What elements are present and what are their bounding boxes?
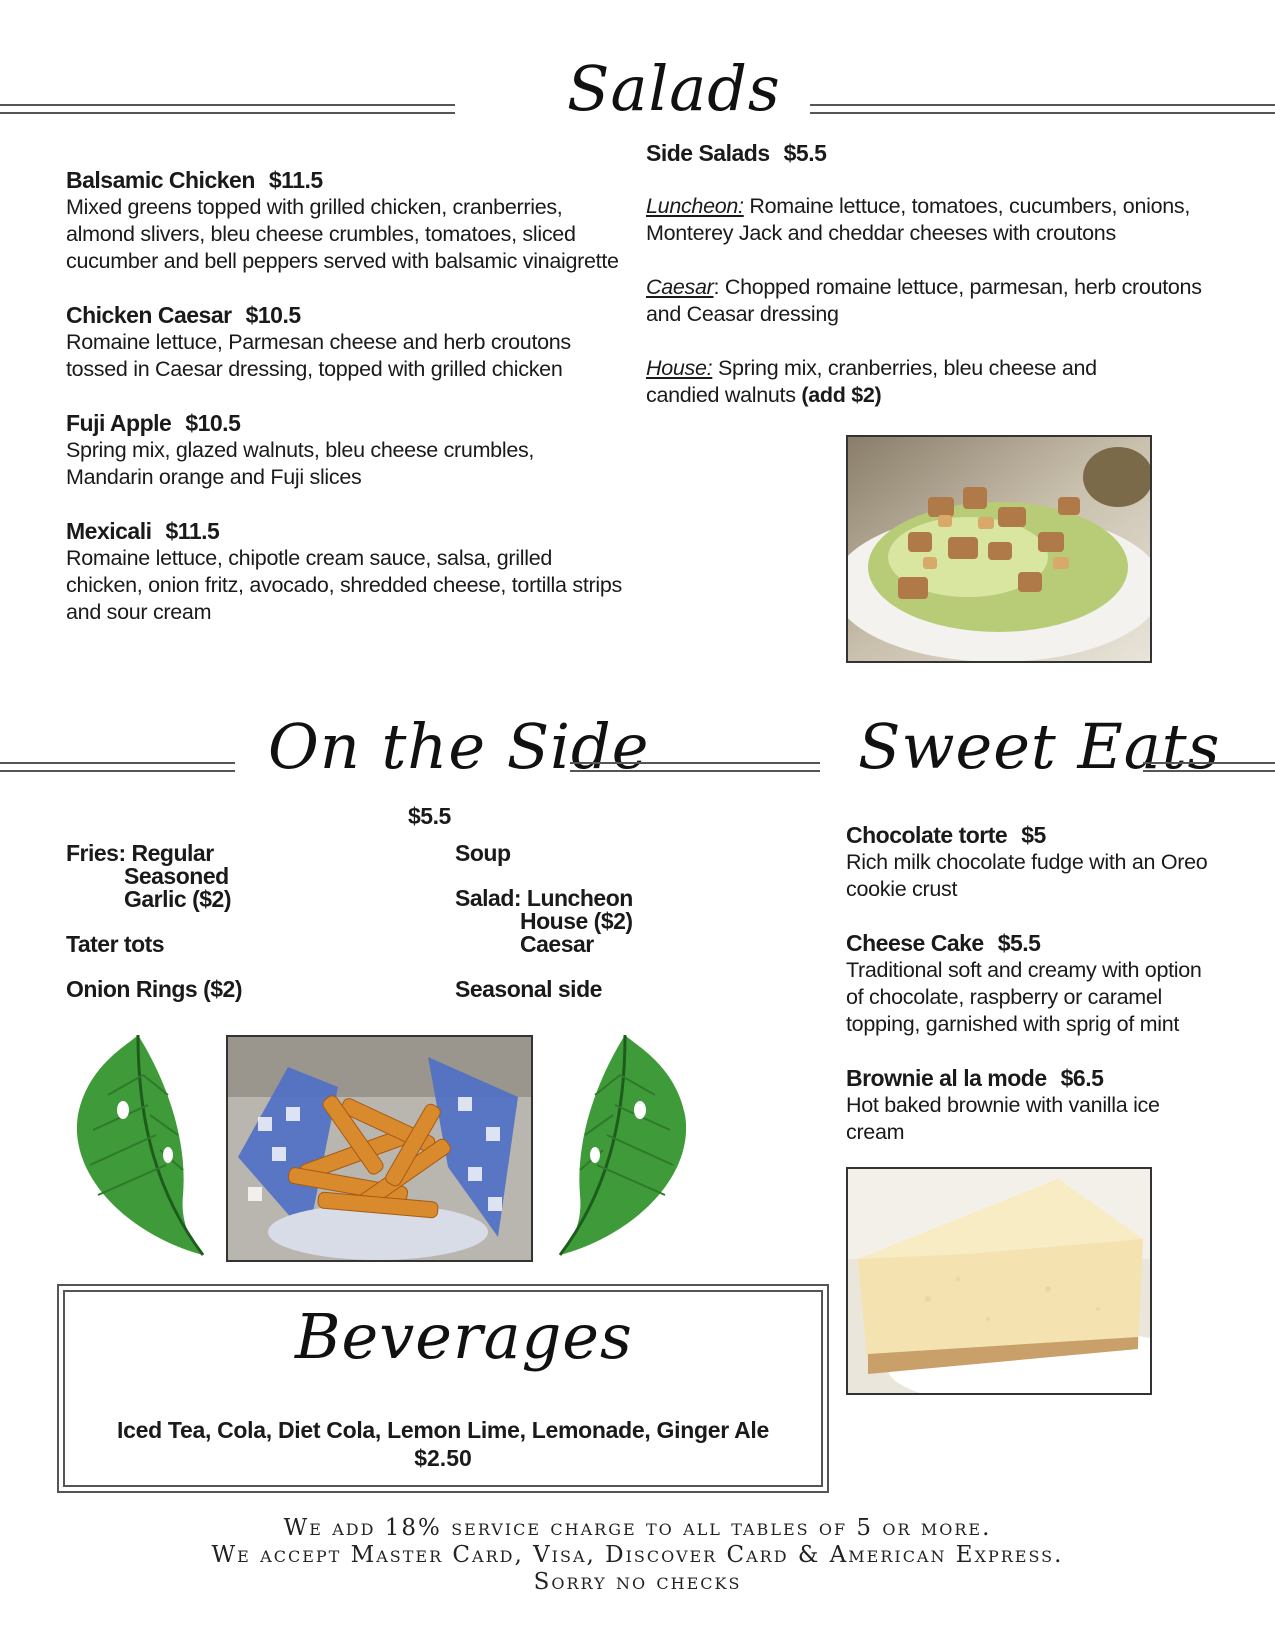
salad-item-mexicali — [66, 518, 626, 626]
side-rule-right — [570, 762, 820, 772]
side-salad-label: House: — [646, 356, 713, 380]
salad-name: Mexicali — [66, 518, 152, 544]
side-line: Salad: Luncheon — [455, 885, 633, 911]
side-item-salad — [455, 887, 633, 956]
sweet-eats-heading: Sweet Eats — [858, 710, 1221, 783]
fries-photo — [226, 1035, 533, 1262]
dessert-desc: Rich milk chocolate fudge with an Oreo cookie crust — [846, 850, 1208, 901]
side-line: Fries: Regular — [66, 840, 214, 866]
dessert-item-chocolate-torte — [846, 822, 1226, 903]
dessert-name: Cheese Cake — [846, 930, 984, 956]
salad-desc: Spring mix, glazed walnuts, bleu cheese crumbles, Mandarin orange and Fuji slices — [66, 438, 535, 489]
side-line: Caesar — [520, 931, 594, 957]
salad-desc: Romaine lettuce, chipotle cream sauce, salsa, grilled chicken, onion fritz, avocado, shredded cheese, tortilla strips and sour cream — [66, 546, 622, 624]
beverages-price: $2.50 — [414, 1445, 472, 1471]
side-salad-desc: Romaine lettuce, tomatoes, cucumbers, onions, Monterey Jack and cheddar cheeses with croutons — [646, 194, 1191, 245]
side-salads-name: Side Salads — [646, 140, 770, 166]
footer-line-no-checks: Sorry no checks — [533, 1569, 742, 1595]
side-salad-label: Luncheon: — [646, 194, 744, 218]
dessert-price: $6.5 — [1060, 1065, 1104, 1091]
footer-line-cards: We accept Master Card, Visa, Discover Card & American Express. — [211, 1542, 1064, 1568]
side-salads — [646, 140, 1206, 409]
dessert-item-brownie — [846, 1065, 1176, 1146]
on-the-side-price: $5.5 — [408, 803, 451, 829]
side-salad-house — [646, 355, 1166, 409]
side-salad-desc: : Chopped romaine lettuce, parmesan, herb croutons and Ceasar dressing — [646, 275, 1202, 326]
dessert-name: Brownie al la mode — [846, 1065, 1047, 1091]
salad-item-chicken-caesar — [66, 302, 586, 383]
salad-price: $11.5 — [268, 167, 323, 193]
salad-price: $11.5 — [165, 518, 220, 544]
side-item-fries — [66, 842, 242, 911]
side-right-col — [455, 842, 633, 1001]
salad-price: $10.5 — [185, 410, 241, 436]
salad-name: Chicken Caesar — [66, 302, 232, 328]
side-salad-label: Caesar — [646, 275, 714, 299]
salads-heading: Salads — [567, 52, 781, 125]
salad-photo — [846, 435, 1152, 663]
leaf-right-icon — [550, 1035, 695, 1260]
side-item-seasonal: Seasonal side — [455, 976, 602, 1002]
leaf-left-icon — [68, 1035, 213, 1260]
dessert-price: $5.5 — [997, 930, 1041, 956]
sweet-rule-right — [1143, 762, 1275, 772]
beverages-list: Iced Tea, Cola, Diet Cola, Lemon Lime, Lemonade, Ginger Ale — [117, 1417, 769, 1443]
side-rule-left — [0, 762, 235, 772]
dessert-price: $5 — [1021, 822, 1046, 848]
cheesecake-photo — [846, 1167, 1152, 1395]
beverages-heading: Beverages — [295, 1300, 633, 1373]
side-line: Garlic ($2) — [124, 886, 231, 912]
dessert-item-cheese-cake — [846, 930, 1216, 1038]
side-left-col — [66, 842, 242, 1001]
salad-item-balsamic-chicken — [66, 167, 626, 275]
side-salad-luncheon — [646, 193, 1206, 247]
dessert-desc: Hot baked brownie with vanilla ice cream — [846, 1093, 1160, 1144]
side-item-tater-tots: Tater tots — [66, 931, 165, 957]
salad-name: Fuji Apple — [66, 410, 172, 436]
side-line: Seasoned — [124, 863, 229, 889]
side-salad-extra: (add $2) — [801, 383, 882, 407]
side-item-soup: Soup — [455, 840, 511, 866]
side-line: House ($2) — [520, 908, 633, 934]
salad-item-fuji-apple — [66, 410, 546, 491]
salad-name: Balsamic Chicken — [66, 167, 255, 193]
dessert-desc: Traditional soft and creamy with option of chocolate, raspberry or caramel topping, garnished with sprig of mint — [846, 958, 1202, 1036]
on-the-side-heading: On the Side — [268, 710, 650, 783]
side-salad-caesar — [646, 274, 1206, 328]
side-item-onion-rings: Onion Rings ($2) — [66, 976, 242, 1002]
salad-price: $10.5 — [245, 302, 301, 328]
side-salads-price: $5.5 — [783, 140, 827, 166]
salad-desc: Mixed greens topped with grilled chicken, cranberries, almond slivers, bleu cheese crumbles, tomatoes, sliced cucumber and bell peppers served with balsamic vinaigrette — [66, 195, 619, 273]
salads-rule-left — [0, 104, 455, 114]
side-salad-desc: Spring mix, cranberries, bleu cheese and candied walnuts — [646, 356, 1097, 407]
beverages-box — [63, 1290, 823, 1487]
footer-line-service-charge: We add 18% service charge to all tables of 5 or more. — [283, 1515, 992, 1541]
salad-desc: Romaine lettuce, Parmesan cheese and herb croutons tossed in Caesar dressing, topped with grilled chicken — [66, 330, 571, 381]
dessert-name: Chocolate torte — [846, 822, 1008, 848]
salads-rule-right — [810, 104, 1275, 114]
